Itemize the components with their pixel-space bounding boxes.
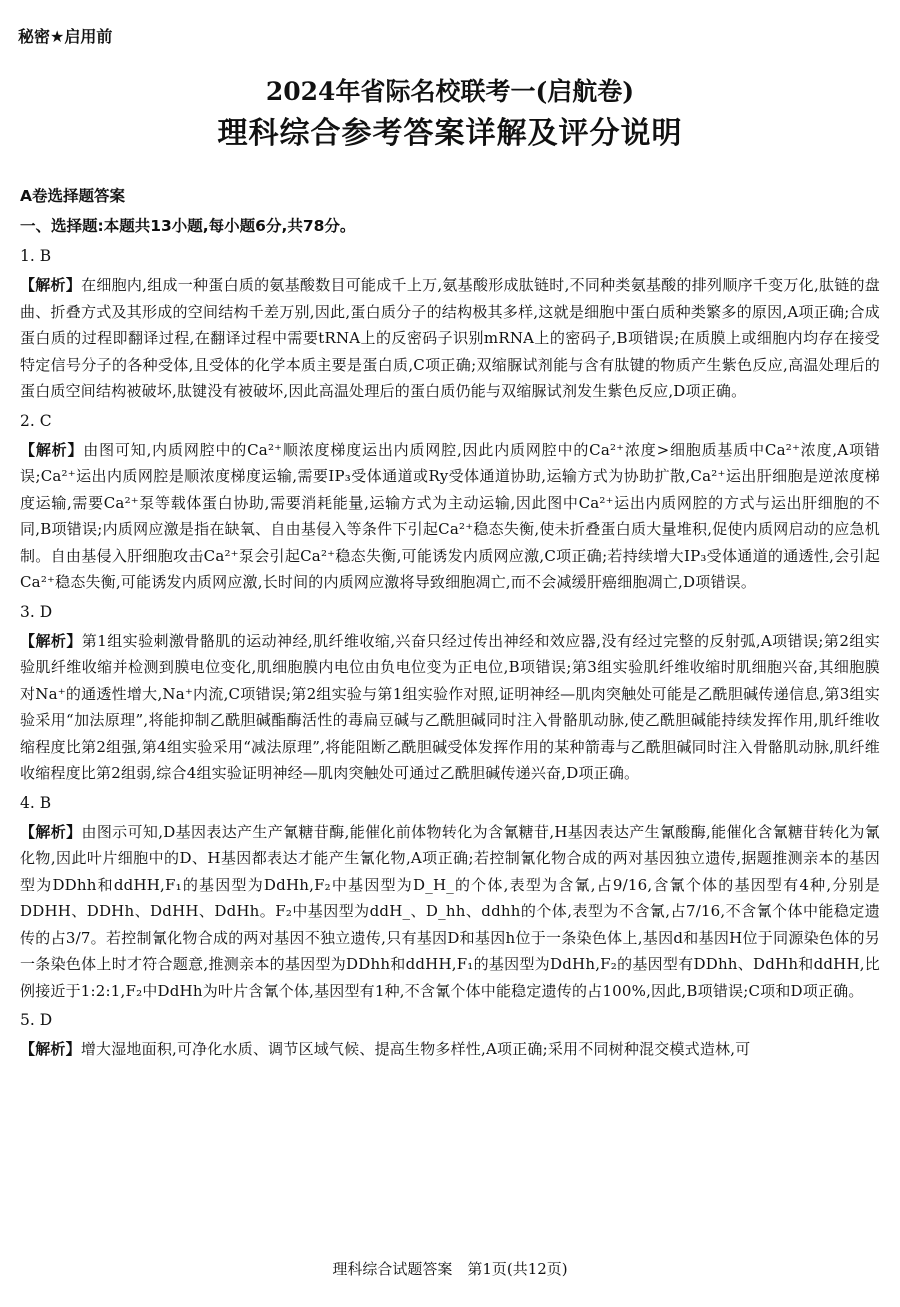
page-footer: 理科综合试题答案 第1页(共12页): [332, 1260, 568, 1278]
answer-content: [20, 184, 880, 1067]
section-a-heading: A卷选择题答案: [20, 187, 125, 205]
section-choice-heading: 一、选择题:本题共13小题,每小题6分,共78分。: [20, 217, 356, 235]
jiexi-label: 【解析】: [20, 276, 82, 294]
secret-label: 秘密★启用前: [18, 27, 113, 46]
question-2: [20, 409, 880, 596]
document-title: 理科综合参考答案详解及评分说明: [217, 116, 683, 151]
jiexi-label: 【解析】: [20, 440, 84, 459]
question-3: [20, 600, 880, 787]
explanation-text: 第1组实验刺激骨骼肌的运动神经,肌纤维收缩,兴奋只经过传出神经和效应器,没有经过完整的反射弧,A项错误;第2组实验肌纤维收缩并检测到膜电位变化,肌细胞膜内电位由负电位变为正电位,B项错误;第3组实验肌纤维收缩时肌细胞兴奋,其细胞膜对Na⁺的通透性增大,Na⁺内流,C项错误;第2组实验与第1组实验作对照,证明神经—肌肉突触处可能是乙酰胆碱传递信息,第3组实验采用“加法原理”,将能抑制乙酰胆碱酯酶活性的毒扁豆碱与乙酰胆碱同时注入骨骼肌动脉,使乙酰胆碱能持续发挥作用,肌纤维收缩程度比第2组强,第4组实验采用“减法原理”,将能阻断乙酰胆碱受体发挥作用的某种箭毒与乙酰胆碱同时注入骨骼肌动脉,肌纤维收缩程度比第2组弱,综合4组实验证明神经—肌肉突触处可通过乙酰胆碱传递兴奋,D项正确。: [20, 631, 880, 782]
explanation-text: 由图示可知,D基因表达产生产氰糖苷酶,能催化前体物转化为含氰糖苷,H基因表达产生氰酸酶,能催化含氰糖苷转化为氰化物,因此叶片细胞中的D、H基因都表达才能产生氰化物,A项正确;若控制氰化物合成的两对基因独立遗传,据题推测亲本的基因型为DDhh和ddHH,F₁的基因型为DdHh,F₂中基因型为D_H_的个体,表型为含氰,占9/16,含氰个体的基因型有4种,分别是DDHH、DDHh、DdHH、DdHh。F₂中基因型为ddH_、D_hh、ddhh的个体,表型为不含氰,占7/16,不含氰个体中能稳定遗传的占3/7。若控制氰化物合成的两对基因不独立遗传,只有基因D和基因h位于一条染色体上,基因d和基因H位于同源染色体的另一条染色体上时才符合题意,推测亲本的基因型为DDhh和ddHH,F₁的基因型为DdHh,F₂的基因型有DDhh、DdHh和ddHH,比例接近于1:2:1,F₂中DdHh为叶片含氰个体,基因型有1种,不含氰个体中能稳定遗传的占100%,因此,B项错误;C项和D项正确。: [20, 822, 880, 1000]
explanation-text: 由图可知,内质网腔中的Ca²⁺顺浓度梯度运出内质网腔,因此内质网腔中的Ca²⁺浓度>细胞质基质中Ca²⁺浓度,A项错误;Ca²⁺运出内质网腔是顺浓度梯度运输,需要IP₃受体通道或Ry受体通道协助,运输方式为协助扩散,Ca²⁺运出肝细胞是逆浓度梯度运输,需要Ca²⁺泵等载体蛋白协助,需要消耗能量,运输方式为主动运输,因此图中Ca²⁺运出内质网腔的方式与运出肝细胞的不同,B项错误;内质网应激是指在缺氧、自由基侵入等条件下引起Ca²⁺稳态失衡,使未折叠蛋白质大量堆积,促使内质网启动的应急机制。自由基侵入肝细胞攻击Ca²⁺泵会引起Ca²⁺稳态失衡,可能诱发内质网应激,C项正确;若持续增大IP₃受体通道的通透性,会引起Ca²⁺稳态失衡,可能诱发内质网应激,长时间的内质网应激将导致细胞凋亡,而不会减缓肝癌细胞凋亡,D项错误。: [20, 440, 880, 591]
question-number: 3. D: [20, 602, 53, 621]
question-number: 5. D: [20, 1011, 53, 1029]
question-explanation: [20, 628, 880, 787]
question-explanation: [20, 272, 880, 405]
question-number: 1. B: [20, 247, 52, 265]
exam-title: 2024年省际名校联考一(启航卷): [265, 77, 635, 106]
question-1: [20, 244, 880, 405]
question-4: [20, 791, 880, 1005]
question-5: [20, 1008, 880, 1063]
jiexi-label: 【解析】: [20, 1040, 81, 1058]
question-explanation: [20, 437, 880, 596]
explanation-text: 在细胞内,组成一种蛋白质的氨基酸数目可能成千上万,氨基酸形成肽链时,不同种类氨基酸的排列顺序千变万化,肽链的盘曲、折叠方式及其形成的空间结构千差万别,因此,蛋白质分子的结构极其多样,这就是细胞中蛋白质种类繁多的原因,A项正确;合成蛋白质的过程即翻译过程,在翻译过程中需要tRNA上的反密码子识别mRNA上的密码子,B项错误;在质膜上或细胞内均存在接受特定信号分子的各种受体,且受体的化学本质主要是蛋白质,C项正确;双缩脲试剂能与含有肽键的物质产生紫色反应,高温处理后的蛋白质空间结构被破坏,肽键没有被破坏,因此高温处理后的蛋白质仍能与双缩脲试剂发生紫色反应,D项正确。: [20, 276, 880, 400]
question-explanation: [20, 1036, 880, 1063]
question-explanation: [20, 819, 880, 1005]
jiexi-label: 【解析】: [20, 631, 82, 650]
jiexi-label: 【解析】: [20, 822, 82, 841]
question-number: 2. C: [20, 411, 52, 430]
question-number: 4. B: [20, 793, 52, 812]
explanation-text: 增大湿地面积,可净化水质、调节区域气候、提高生物多样性,A项正确;采用不同树种混交模式造林,可: [80, 1040, 751, 1058]
